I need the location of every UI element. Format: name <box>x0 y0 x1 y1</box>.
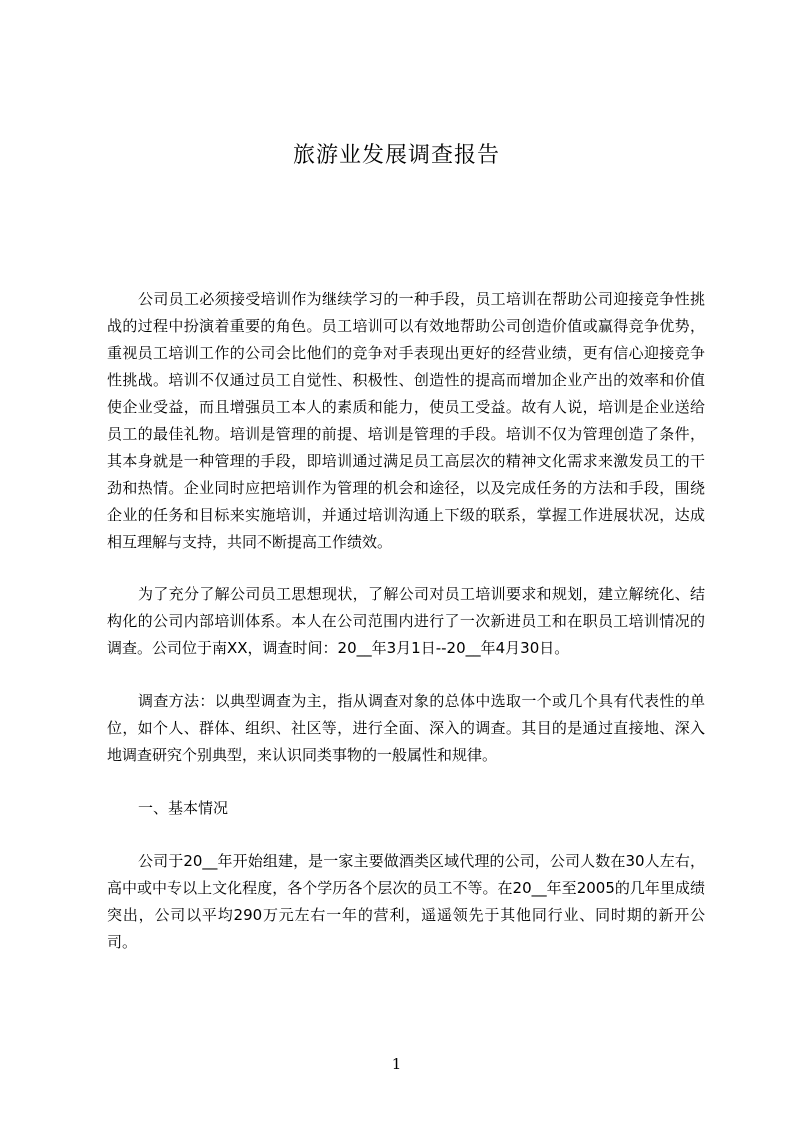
paragraph-company-background: 公司于20__年开始组建，是一家主要做酒类区域代理的公司，公司人数在30人左右，高中或中专以上文化程度，各个学历各个层次的员工不等。在20__年至2005的几年里成绩突出，公司以平均290万元左右一年的营利，遥遥领先于其他同行业、同时期的新开公司。 <box>107 852 705 951</box>
section-heading-basic-info: 一、基本情况 <box>138 799 229 817</box>
paragraph-training-importance: 公司员工必须接受培训作为继续学习的一种手段，员工培训在帮助公司迎接竞争性挑战的过程中扮演着重要的角色。员工培训可以有效地帮助公司创造价值或赢得竞争优势，重视员工培训工作的公司会比他们的竞争对手表现出更好的经营业绩，更有信心迎接竞争性挑战。培训不仅通过员工自觉性、积极性、创造性的提高而增加企业产出的效率和价值使企业受益，而且增强员工本人的素质和能力，使员工受益。故有人说，培训是企业送给员工的最佳礼物。培训是管理的前提、培训是管理的手段。培训不仅为管理创造了条件，其本身就是一种管理的手段，即培训通过满足员工高层次的精神文化需求来激发员工的干劲和热情。企业同时应把培训作为管理的机会和途径，以及完成任务的方法和手段，围绕企业的任务和目标来实施培训，并通过培训沟通上下级的联系，掌握工作进展状况，达成相互理解与支持，共同不断提高工作绩效。 <box>107 290 705 551</box>
paragraph-survey-method: 调查方法：以典型调查为主，指从调查对象的总体中选取一个或几个具有代表性的单位，如个人、群体、组织、社区等，进行全面、深入的调查。其目的是通过直接地、深入地调查研究个别典型，来认识同类事物的一般属性和规律。 <box>107 692 705 764</box>
document-title: 旅游业发展调查报告 <box>292 143 500 168</box>
paragraph-survey-purpose: 为了充分了解公司员工思想现状，了解公司对员工培训要求和规划，建立解统化、结构化的公司内部培训体系。本人在公司范围内进行了一次新进员工和在职员工培训情况的调查。公司位于南XX，调查时间：20__年3月1日--20__年4月30日。 <box>107 585 705 657</box>
page-number: 1 <box>391 1055 402 1073</box>
